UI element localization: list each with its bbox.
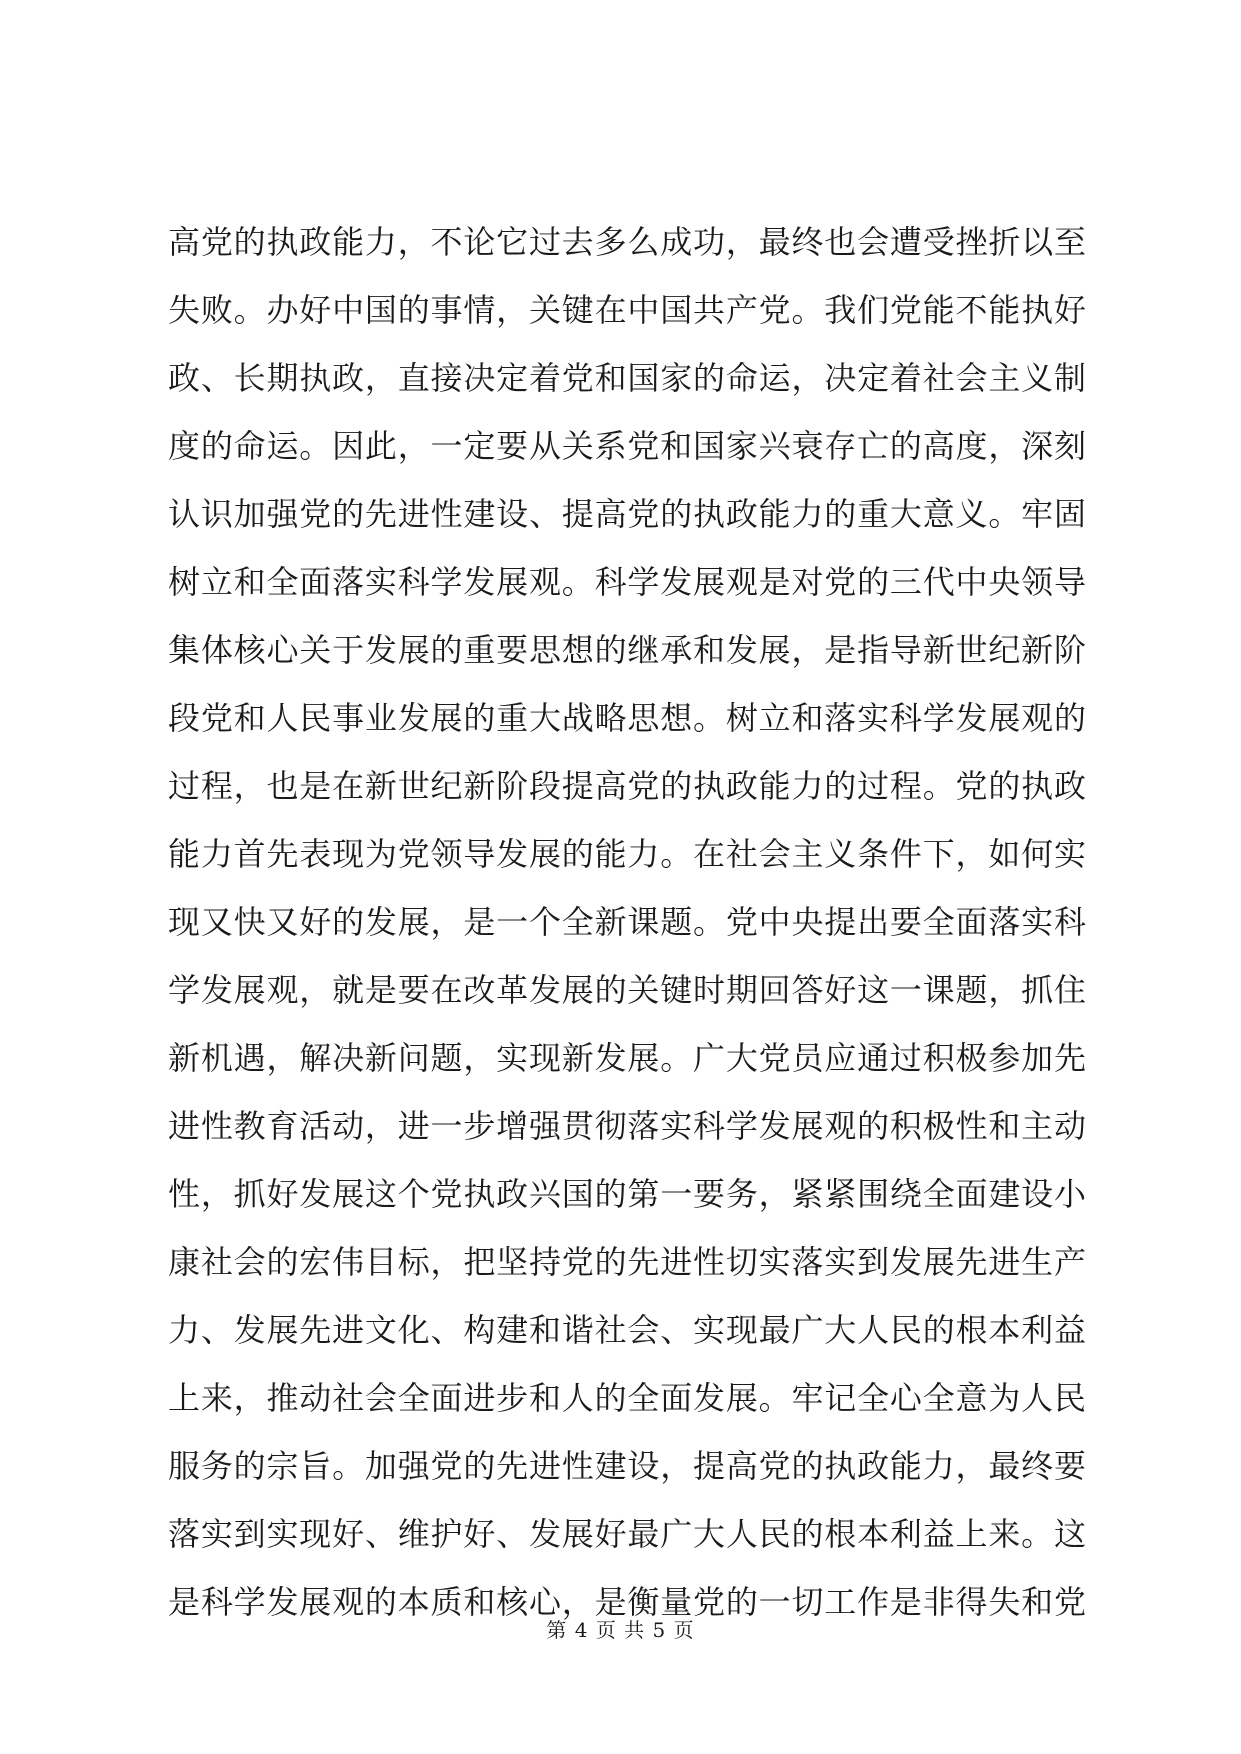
text-line: 力、发展先进文化、构建和谐社会、实现最广大人民的根本利益 — [168, 1311, 1086, 1349]
text-line: 度的命运。因此，一定要从关系党和国家兴衰存亡的高度，深刻 — [168, 427, 1086, 465]
text-line: 高党的执政能力，不论它过去多么成功，最终也会遭受挫折以至 — [168, 223, 1086, 261]
text-line: 学发展观，就是要在改革发展的关键时期回答好这一课题，抓住 — [168, 971, 1086, 1009]
text-line: 现又快又好的发展，是一个全新课题。党中央提出要全面落实科 — [168, 903, 1086, 941]
text-line: 新机遇，解决新问题，实现新发展。广大党员应通过积极参加先 — [168, 1039, 1086, 1077]
text-line: 集体核心关于发展的重要思想的继承和发展，是指导新世纪新阶 — [168, 631, 1086, 669]
text-line: 段党和人民事业发展的重大战略思想。树立和落实科学发展观的 — [168, 699, 1086, 737]
text-line: 上来，推动社会全面进步和人的全面发展。牢记全心全意为人民 — [168, 1379, 1086, 1417]
text-line: 是科学发展观的本质和核心，是衡量党的一切工作是非得失和党 — [168, 1583, 1086, 1621]
text-line: 失败。办好中国的事情，关键在中国共产党。我们党能不能执好 — [168, 291, 1086, 329]
text-line: 服务的宗旨。加强党的先进性建设，提高党的执政能力，最终要 — [168, 1447, 1086, 1485]
text-line: 康社会的宏伟目标，把坚持党的先进性切实落实到发展先进生产 — [168, 1243, 1086, 1281]
page-number-footer: 第 4 页 共 5 页 — [546, 1618, 695, 1642]
text-line: 认识加强党的先进性建设、提高党的执政能力的重大意义。牢固 — [168, 495, 1086, 533]
text-line: 性，抓好发展这个党执政兴国的第一要务，紧紧围绕全面建设小 — [168, 1175, 1086, 1213]
text-line: 能力首先表现为党领导发展的能力。在社会主义条件下，如何实 — [168, 835, 1086, 873]
text-line: 政、长期执政，直接决定着党和国家的命运，决定着社会主义制 — [168, 359, 1086, 397]
text-line: 过程，也是在新世纪新阶段提高党的执政能力的过程。党的执政 — [168, 767, 1086, 805]
text-line: 进性教育活动，进一步增强贯彻落实科学发展观的积极性和主动 — [168, 1107, 1086, 1145]
body-text — [168, 208, 1086, 1636]
text-line: 落实到实现好、维护好、发展好最广大人民的根本利益上来。这 — [168, 1515, 1086, 1553]
text-line: 树立和全面落实科学发展观。科学发展观是对党的三代中央领导 — [168, 563, 1086, 601]
